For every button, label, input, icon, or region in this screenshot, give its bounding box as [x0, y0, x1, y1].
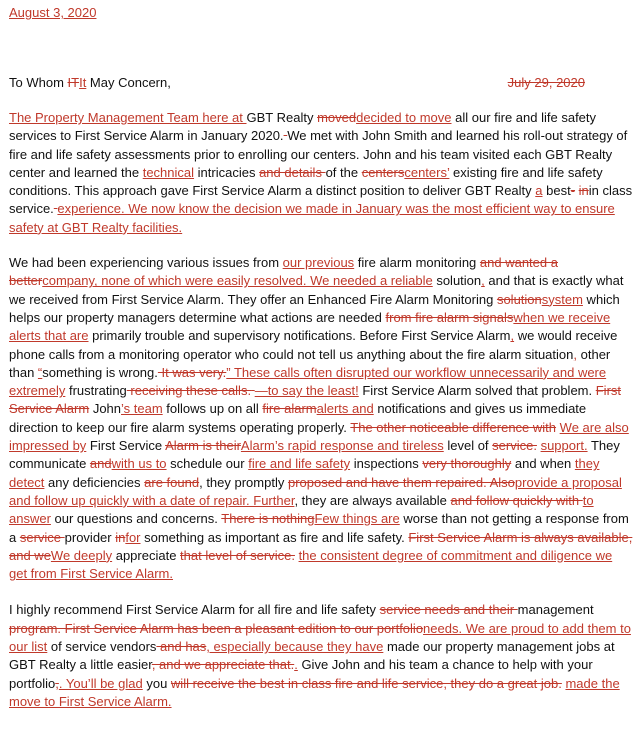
- inserted-text: .: [294, 657, 298, 673]
- body-text: , they are always available: [294, 492, 451, 508]
- inserted-text: . You’ll be glad: [58, 675, 143, 691]
- deleted-text: receiving these calls.: [126, 383, 252, 399]
- body-text: To Whom: [9, 75, 68, 90]
- body-text: We met with John Smith and learned his roll-out strategy of fire and life safety assessments prior to enrolling our centers.: [9, 128, 628, 162]
- inserted-text: made the move to First Service Alarm.: [9, 675, 620, 709]
- body-text: management: [517, 602, 594, 618]
- deleted-text: very thoroughly: [422, 456, 512, 472]
- body-text: inspections: [350, 456, 423, 472]
- body-text: frustrating: [65, 383, 127, 399]
- deleted-text: program. First Service Alarm has been a pleasant edition to our portfolio: [9, 620, 424, 636]
- body-text: we would receive phone calls from a monitoring operator who could not tell us anything about the fire alarm situation: [9, 328, 618, 362]
- body-text: any deficiencies: [44, 474, 145, 490]
- deleted-text: ,: [55, 675, 59, 691]
- inserted-text: needs. We are proud to add them to our list: [9, 620, 631, 655]
- body-text: best: [542, 183, 571, 199]
- deleted-text: -: [570, 183, 576, 199]
- inserted-text: to answer: [9, 492, 594, 527]
- body-text: which helps our property managers determine what actions are needed: [9, 291, 620, 325]
- inserted-text: Alarm’s rapid response and tireless: [240, 438, 444, 454]
- body-text: class service.: [9, 183, 633, 217]
- body-text: something as important as fire and life safety.: [140, 529, 409, 545]
- inserted-text: support.: [540, 438, 588, 454]
- paragraph-3: [9, 601, 633, 711]
- inserted-text: our previous: [282, 255, 355, 271]
- inserted-text: ,: [573, 346, 578, 362]
- body-text: We had been experiencing various issues from: [9, 255, 283, 271]
- deleted-text: will receive the best in class fire and life service, they do a great job.: [170, 675, 562, 691]
- deleted-text: and follow quickly with: [450, 492, 583, 508]
- body-text: follows up on all: [162, 401, 263, 417]
- body-text: level of: [443, 438, 493, 454]
- salutation-row: [9, 74, 633, 92]
- body-text: John: [89, 401, 122, 417]
- body-text: appreciate: [112, 547, 181, 563]
- deleted-text: It was very.: [157, 364, 227, 380]
- body-text: First Service: [86, 438, 166, 454]
- inserted-date: August 3, 2020: [9, 5, 97, 20]
- inserted-text: provide a proposal and follow up quickly with a date of repair. Further: [9, 474, 622, 508]
- inserted-text: We deeply: [50, 547, 113, 563]
- deleted-text: Alarm is their: [165, 438, 241, 454]
- document-page: [9, 4, 633, 711]
- body-text: all our fire and life safety services to First Service Alarm in January 2020.: [9, 110, 597, 144]
- body-text: made our property management jobs at GBT Realty a little easier: [9, 639, 615, 673]
- body-text: worse than not getting a response from a: [9, 511, 629, 545]
- body-text: fire alarm monitoring: [354, 255, 480, 271]
- body-text: in: [588, 183, 599, 199]
- body-text: , they promptly: [199, 474, 288, 490]
- inserted-text: The Property Management Team here at: [9, 110, 247, 125]
- deleted-text: The other noticeable difference with: [350, 419, 557, 435]
- inserted-text: Few things are: [314, 511, 400, 527]
- body-text: Before First Service Alarm: [359, 328, 511, 344]
- inserted-text: ,: [481, 273, 485, 289]
- deleted-text: service.: [492, 438, 537, 454]
- inserted-text: centers’: [404, 164, 450, 180]
- paragraph-2: [9, 254, 633, 583]
- body-text: our questions and concerns.: [50, 511, 222, 527]
- body-text: They offer an Enhanced Fire Alarm Monitoring: [227, 291, 497, 307]
- inserted-text: It: [79, 75, 87, 90]
- body-text: notifications and gives us immediate direction to keep our fire alarm systems operating properly.: [9, 401, 587, 435]
- inserted-text: fire and life safety: [248, 456, 351, 472]
- body-text: existing fire and life safety conditions.: [9, 164, 603, 199]
- deleted-text: , and we appreciate that.: [151, 657, 295, 673]
- body-text: This approach gave First Service Alarm a distinct position to deliver GBT Realty: [74, 183, 536, 199]
- inserted-text: “: [37, 364, 43, 380]
- deleted-date: July 29, 2020: [507, 75, 585, 90]
- body-text: solution: [432, 273, 482, 289]
- body-text: primarily trouble and supervisory notifications.: [88, 328, 360, 344]
- body-text: you: [142, 675, 171, 691]
- inserted-text: the consistent degree of commitment and diligence we get from First Service Alarm.: [9, 547, 613, 582]
- deleted-text: and has: [156, 639, 207, 655]
- deleted-text: moved: [317, 110, 357, 125]
- body-text: They communicate: [9, 438, 620, 472]
- deleted-text: proposed and have them repaired. Also: [287, 474, 515, 490]
- inserted-text: company, none of which were easily resolved. We needed a reliable: [42, 273, 433, 289]
- body-text: I highly recommend First Service Alarm for all fire and life safety: [9, 602, 380, 618]
- inserted-text: when we receive alerts that are: [9, 309, 611, 344]
- deleted-text: and details: [259, 164, 326, 180]
- body-text: of service vendors: [47, 639, 157, 655]
- body-text: other than: [9, 346, 611, 380]
- salutation: [9, 75, 171, 90]
- body-text: of the: [325, 164, 362, 180]
- deleted-text: and wanted a better: [9, 255, 558, 289]
- inserted-text: system: [541, 291, 583, 307]
- deleted-text: that level of service.: [180, 547, 295, 563]
- deleted-text: IT: [67, 75, 80, 90]
- deleted-text: centers: [361, 164, 405, 180]
- inserted-text: decided to move: [356, 110, 452, 125]
- deleted-text: from fire alarm signals: [385, 309, 514, 325]
- inserted-text: ” These calls often disrupted our workflow unnecessarily and were extremely: [9, 364, 607, 399]
- body-text: something is wrong.: [42, 364, 158, 380]
- inserted-text: We are also impressed by: [9, 419, 629, 454]
- deleted-text: in: [578, 183, 589, 199]
- deleted-text: solution: [496, 291, 542, 307]
- inserted-text: , especially because they have: [206, 639, 384, 655]
- deleted-text: in: [115, 529, 126, 545]
- inserted-text: a: [535, 183, 543, 199]
- inserted-text: experience. We now know the decision we made in January was the most efficient way to ensure safety at GBT Realty facilities.: [9, 201, 615, 235]
- inserted-text: ,: [510, 328, 515, 344]
- deleted-text: fire alarm: [262, 401, 317, 417]
- body-text: John and his team visited each GBT Realty center and learned the: [9, 146, 613, 180]
- body-text: Give John and his team a chance to help with your portfolio: [9, 657, 593, 691]
- deleted-text: First Service Alarm: [9, 383, 622, 417]
- body-text: intricacies: [194, 164, 260, 180]
- deleted-text: First Service Alarm is always available, and we: [9, 529, 633, 563]
- body-text: and that is exactly what we received from First Service Alarm.: [9, 273, 624, 307]
- body-text: May Concern,: [86, 75, 171, 90]
- paragraph-1: [9, 109, 633, 237]
- deleted-text: and: [89, 456, 112, 472]
- inserted-text: alerts and: [316, 401, 374, 417]
- inserted-text: with us to: [111, 456, 167, 472]
- body-text: schedule our: [166, 456, 249, 472]
- body-text: provider: [64, 529, 116, 545]
- inserted-text: ’s team: [121, 401, 163, 417]
- deleted-text: There is nothing: [221, 511, 315, 527]
- inserted-text: technical: [142, 164, 195, 180]
- deleted-text: service: [19, 529, 65, 545]
- inserted-text: —to say the least!: [254, 383, 359, 399]
- body-text: GBT Realty: [246, 110, 318, 125]
- deleted-text: are found: [144, 474, 200, 490]
- body-text: and when: [511, 456, 575, 472]
- deleted-text: service needs and their: [379, 602, 518, 618]
- inserted-text: for: [125, 529, 141, 545]
- inserted-text: they detect: [9, 456, 600, 490]
- body-text: First Service Alarm solved that problem.: [358, 383, 596, 399]
